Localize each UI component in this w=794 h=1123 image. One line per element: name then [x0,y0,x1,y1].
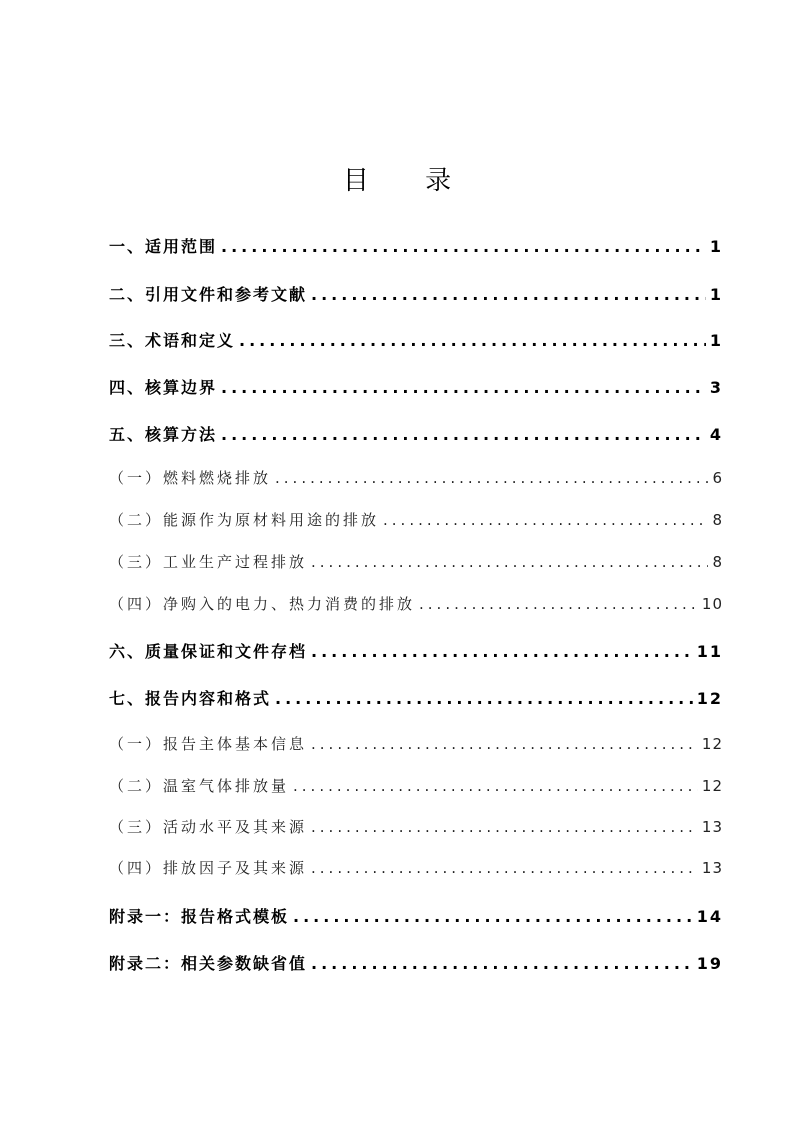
toc-entry-page: 12 [701,735,723,753]
dot-leader [419,595,698,613]
toc-entry-page: 13 [701,818,723,836]
toc-entry-page: 10 [701,595,723,613]
toc-entry-page: 1 [709,237,723,256]
toc-appendix-1[interactable] [109,904,723,928]
toc-entry-label: 六、质量保证和文件存档 [109,642,308,661]
toc-subentry-1[interactable] [109,467,723,491]
toc-entry-6[interactable] [109,639,723,663]
toc-subentry-8[interactable] [109,857,723,881]
toc-entry-label: 附录二：相关参数缺省值 [109,954,308,973]
toc-entry-page: 12 [696,689,723,708]
toc-entry-label: 附录一：报告格式模板 [109,907,290,926]
toc-entry-label: 一、适用范围 [109,237,218,256]
toc-entry-label: （四）排放因子及其来源 [109,859,308,877]
toc-subentry-2[interactable] [109,509,723,533]
dot-leader [275,469,708,487]
toc-appendix-2[interactable] [109,951,723,975]
toc-subentry-7[interactable] [109,816,723,840]
dot-leader [311,954,693,973]
toc-entry-2[interactable] [109,282,723,306]
toc-entry-7[interactable] [109,686,723,710]
toc-entry-5[interactable] [109,422,723,446]
toc-entry-label: （三）活动水平及其来源 [109,818,308,836]
dot-leader [311,859,698,877]
toc-entry-label: （三）工业生产过程排放 [109,553,308,571]
toc-entry-label: 五、核算方法 [109,425,218,444]
dot-leader [275,689,693,708]
toc-subentry-3[interactable] [109,551,723,575]
toc-entry-page: 1 [709,285,723,304]
toc-subentry-5[interactable] [109,733,723,757]
toc-entry-label: 三、术语和定义 [109,331,236,350]
toc-entry-label: 二、引用文件和参考文献 [109,285,308,304]
toc-entry-label: 四、核算边界 [109,378,218,397]
toc-entry-page: 8 [712,511,723,529]
toc-subentry-6[interactable] [109,775,723,799]
toc-subentry-4[interactable] [109,593,723,617]
toc-entry-label: （二）温室气体排放量 [109,777,290,795]
toc-entry-1[interactable] [109,234,723,258]
toc-entry-label: （一）报告主体基本信息 [109,735,308,753]
toc-entry-label: （一）燃料燃烧排放 [109,469,272,487]
dot-leader [293,777,698,795]
toc-entry-page: 4 [709,425,723,444]
toc-entry-page: 6 [712,469,723,487]
dot-leader [311,553,708,571]
toc-entry-page: 12 [701,777,723,795]
toc-entry-page: 3 [709,378,723,397]
toc-entry-label: （四）净购入的电力、热力消费的排放 [109,595,416,613]
dot-leader [221,237,706,256]
toc-entry-3[interactable] [109,328,723,352]
dot-leader [311,818,698,836]
dot-leader [311,735,698,753]
toc-entry-page: 8 [712,553,723,571]
dot-leader [311,642,693,661]
dot-leader [311,285,706,304]
toc-entry-page: 19 [696,954,723,973]
toc-entry-page: 13 [701,859,723,877]
dot-leader [221,378,706,397]
dot-leader [221,425,706,444]
toc-entry-page: 11 [696,642,723,661]
toc-entry-page: 14 [696,907,723,926]
page-title: 目 录 [342,166,476,196]
dot-leader [293,907,693,926]
toc-entry-label: （二）能源作为原材料用途的排放 [109,511,380,529]
dot-leader [383,511,708,529]
dot-leader [239,331,706,350]
toc-entry-4[interactable] [109,375,723,399]
toc-entry-page: 1 [709,331,723,350]
toc-entry-label: 七、报告内容和格式 [109,689,272,708]
